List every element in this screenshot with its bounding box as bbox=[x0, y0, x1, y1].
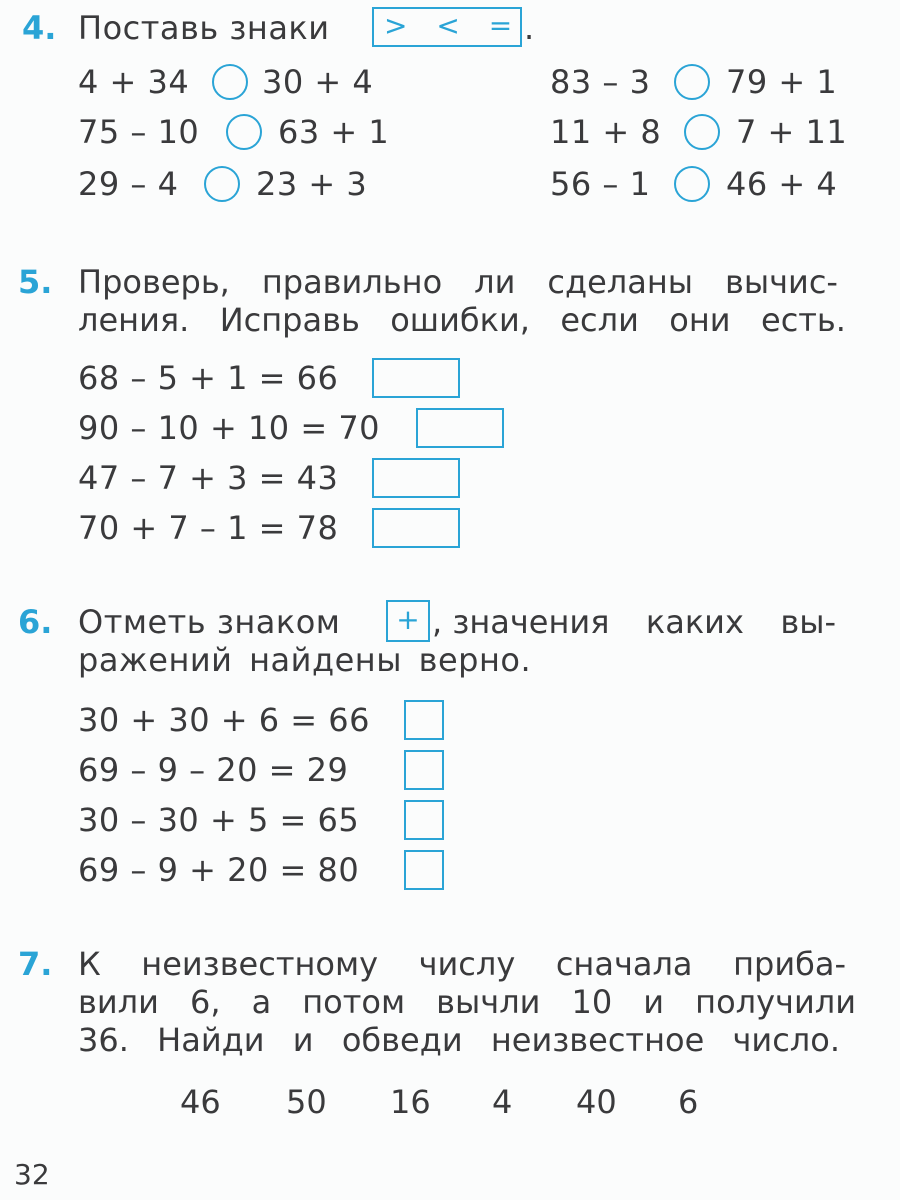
correction-box[interactable] bbox=[372, 508, 460, 548]
word: ошибки, bbox=[390, 301, 530, 339]
word: неизвестному bbox=[141, 945, 379, 983]
word: неизвестное bbox=[490, 1021, 705, 1059]
check-box[interactable] bbox=[404, 800, 444, 840]
word: вычли bbox=[436, 983, 541, 1021]
answer-circle[interactable] bbox=[212, 64, 248, 100]
correction-box[interactable] bbox=[372, 358, 460, 398]
word: приба- bbox=[733, 945, 846, 983]
compare-right: 7 + 11 bbox=[736, 113, 848, 151]
compare-right: 63 + 1 bbox=[278, 113, 390, 151]
task6-number: 6. bbox=[18, 603, 53, 641]
equation: 69 – 9 – 20 = 29 bbox=[78, 751, 349, 789]
check-box[interactable] bbox=[404, 750, 444, 790]
word: число. bbox=[732, 1021, 840, 1059]
equation: 47 – 7 + 3 = 43 bbox=[78, 459, 339, 497]
word: каких bbox=[645, 603, 744, 641]
page-number: 32 bbox=[14, 1158, 50, 1191]
word: Найди bbox=[157, 1021, 265, 1059]
word: вили bbox=[78, 983, 159, 1021]
answer-options bbox=[0, 1082, 900, 1126]
compare-right: 23 + 3 bbox=[256, 165, 368, 203]
task5-number: 5. bbox=[18, 263, 53, 301]
task5-line2 bbox=[78, 300, 846, 340]
word: и bbox=[292, 1021, 314, 1059]
check-box[interactable] bbox=[404, 850, 444, 890]
equation: 69 – 9 + 20 = 80 bbox=[78, 851, 360, 889]
answer-option[interactable]: 6 bbox=[678, 1083, 699, 1121]
word: ли bbox=[474, 263, 516, 301]
word: К bbox=[78, 945, 101, 983]
answer-circle[interactable] bbox=[674, 166, 710, 202]
compare-left: 11 + 8 bbox=[550, 113, 662, 151]
answer-option[interactable]: 50 bbox=[286, 1083, 327, 1121]
compare-left: 83 – 3 bbox=[550, 63, 651, 101]
task7-number: 7. bbox=[18, 945, 53, 983]
answer-circle[interactable] bbox=[226, 114, 262, 150]
compare-left: 56 – 1 bbox=[550, 165, 651, 203]
task4-number: 4. bbox=[22, 9, 57, 47]
answer-option[interactable]: 16 bbox=[390, 1083, 431, 1121]
task4-text: Поставь знаки bbox=[78, 9, 330, 47]
equation: 68 – 5 + 1 = 66 bbox=[78, 359, 339, 397]
word: числу bbox=[418, 945, 516, 983]
signs-box: > < = bbox=[372, 7, 522, 47]
equation: 30 – 30 + 5 = 65 bbox=[78, 801, 360, 839]
task7-line1 bbox=[78, 944, 846, 984]
compare-left: 4 + 34 bbox=[78, 63, 190, 101]
correction-box[interactable] bbox=[416, 408, 504, 448]
word: если bbox=[560, 301, 639, 339]
word: они bbox=[669, 301, 731, 339]
word: , значения bbox=[432, 603, 610, 641]
compare-left: 29 – 4 bbox=[78, 165, 179, 203]
answer-option[interactable]: 4 bbox=[492, 1083, 513, 1121]
word: 6, bbox=[189, 983, 221, 1021]
task5-line1 bbox=[78, 262, 838, 302]
equation: 90 – 10 + 10 = 70 bbox=[78, 409, 381, 447]
task7-line2 bbox=[78, 982, 856, 1022]
task6-text-a: Отметь знаком bbox=[78, 603, 341, 641]
answer-circle[interactable] bbox=[204, 166, 240, 202]
word: получили bbox=[695, 983, 856, 1021]
answer-option[interactable]: 40 bbox=[576, 1083, 617, 1121]
task6-line2: ражений найдены верно. bbox=[78, 641, 532, 679]
answer-circle[interactable] bbox=[674, 64, 710, 100]
plus-icon: + bbox=[386, 600, 430, 642]
compare-right: 79 + 1 bbox=[726, 63, 838, 101]
word: 36. bbox=[78, 1021, 129, 1059]
compare-left: 75 – 10 bbox=[78, 113, 200, 151]
word: сделаны bbox=[547, 263, 694, 301]
word: ления. bbox=[78, 301, 190, 339]
word: Проверь, bbox=[78, 263, 230, 301]
equation: 70 + 7 – 1 = 78 bbox=[78, 509, 339, 547]
equation: 30 + 30 + 6 = 66 bbox=[78, 701, 370, 739]
compare-right: 46 + 4 bbox=[726, 165, 838, 203]
compare-right: 30 + 4 bbox=[262, 63, 374, 101]
task7-line3 bbox=[78, 1020, 840, 1060]
word: и bbox=[643, 983, 665, 1021]
word: Исправь bbox=[219, 301, 360, 339]
word: потом bbox=[302, 983, 406, 1021]
correction-box[interactable] bbox=[372, 458, 460, 498]
check-box[interactable] bbox=[404, 700, 444, 740]
word: есть. bbox=[761, 301, 846, 339]
word: правильно bbox=[261, 263, 443, 301]
word: сначала bbox=[555, 945, 693, 983]
task4-end: . bbox=[524, 9, 535, 47]
answer-option[interactable]: 46 bbox=[180, 1083, 221, 1121]
word: обведи bbox=[341, 1021, 463, 1059]
word: вы- bbox=[780, 603, 836, 641]
task6-line1-rest bbox=[432, 602, 836, 642]
answer-circle[interactable] bbox=[684, 114, 720, 150]
word: 10 bbox=[571, 983, 613, 1021]
word: а bbox=[251, 983, 272, 1021]
word: вычис- bbox=[725, 263, 838, 301]
